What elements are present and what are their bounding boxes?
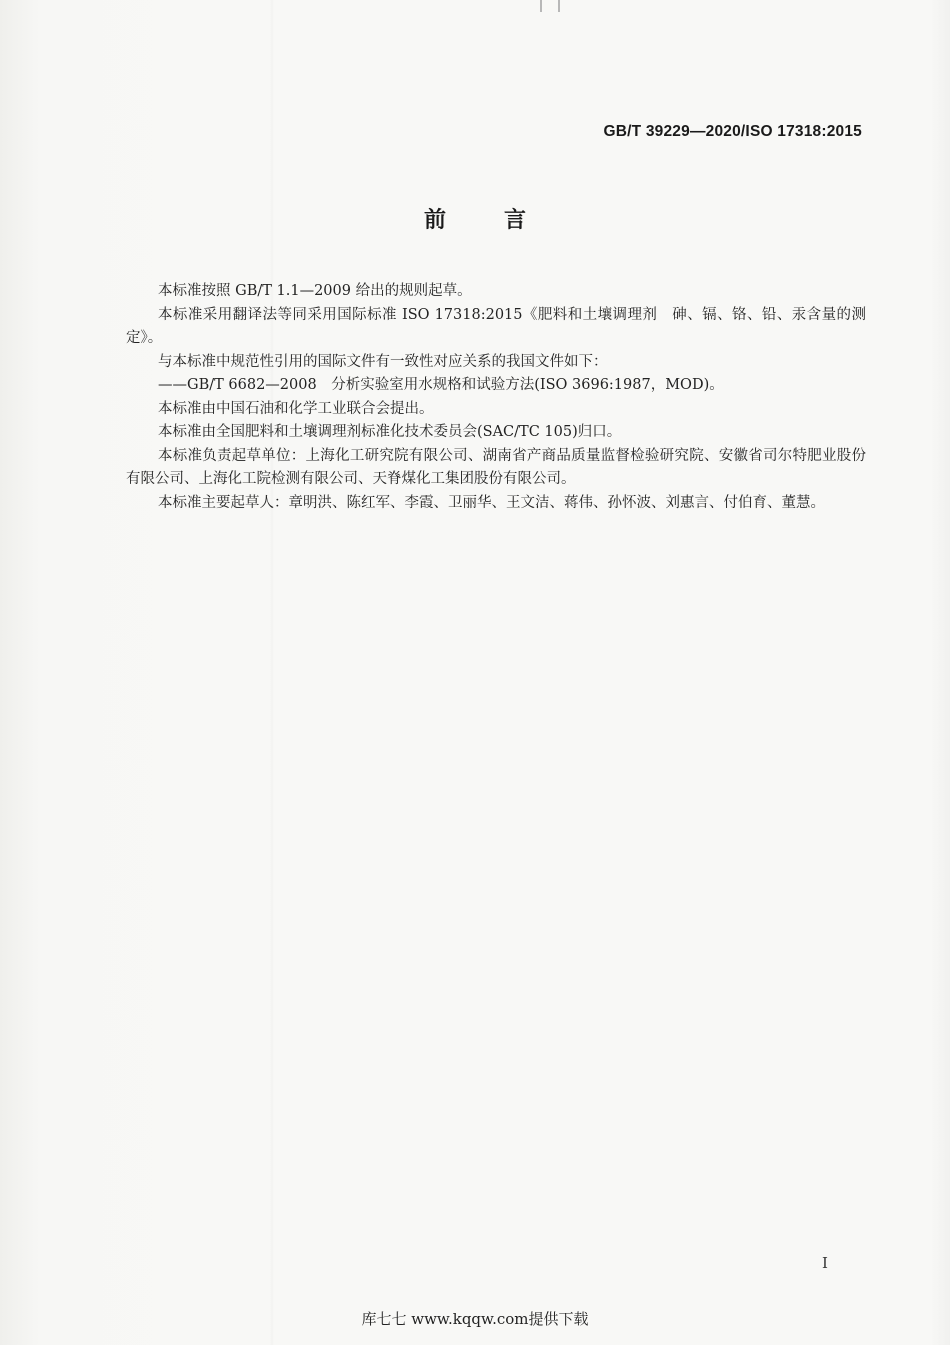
scan-mark bbox=[558, 0, 560, 12]
paragraph-references-intro: 与本标准中规范性引用的国际文件有一致性对应关系的我国文件如下： bbox=[158, 353, 608, 370]
paragraph-proposer: 本标准由中国石油和化学工业联合会提出。 bbox=[158, 400, 434, 417]
paragraph-drafting-rules: 本标准按照 GB/T 1.1—2009 给出的规则起草。 bbox=[158, 283, 472, 299]
standard-code: GB/T 39229—2020/ISO 17318:2015 bbox=[603, 123, 862, 140]
paragraph-reference-item: ——GB/T 6682—2008 分析实验室用水规格和试验方法(ISO 3696:1987，MOD)。 bbox=[158, 377, 724, 393]
paragraph-committee: 本标准由全国肥料和土壤调理剂标准化技术委员会(SAC/TC 105)归口。 bbox=[158, 424, 622, 440]
paragraph-drafters: 本标准主要起草人：章明洪、陈红军、李霞、卫丽华、王文洁、蒋伟、孙怀波、刘惠言、付伯育、董慧。 bbox=[158, 494, 825, 511]
paragraph-adoption: 本标准采用翻译法等同采用国际标准 ISO 17318:2015《肥料和土壤调理剂 砷、镉、铬、铅、汞含量的测定》。 bbox=[126, 306, 866, 346]
download-watermark: 库七七 www.kqqw.com提供下载 bbox=[361, 1310, 589, 1328]
page-title: 前言 bbox=[423, 208, 584, 233]
scan-mark bbox=[540, 0, 542, 12]
foreword-body bbox=[126, 280, 866, 515]
page-number: I bbox=[822, 1254, 828, 1272]
paragraph-drafting-units: 本标准负责起草单位：上海化工研究院有限公司、湖南省产商品质量监督检验研究院、安徽省司尔特肥业股份有限公司、上海化工院检测有限公司、天脊煤化工集团股份有限公司。 bbox=[126, 447, 866, 487]
